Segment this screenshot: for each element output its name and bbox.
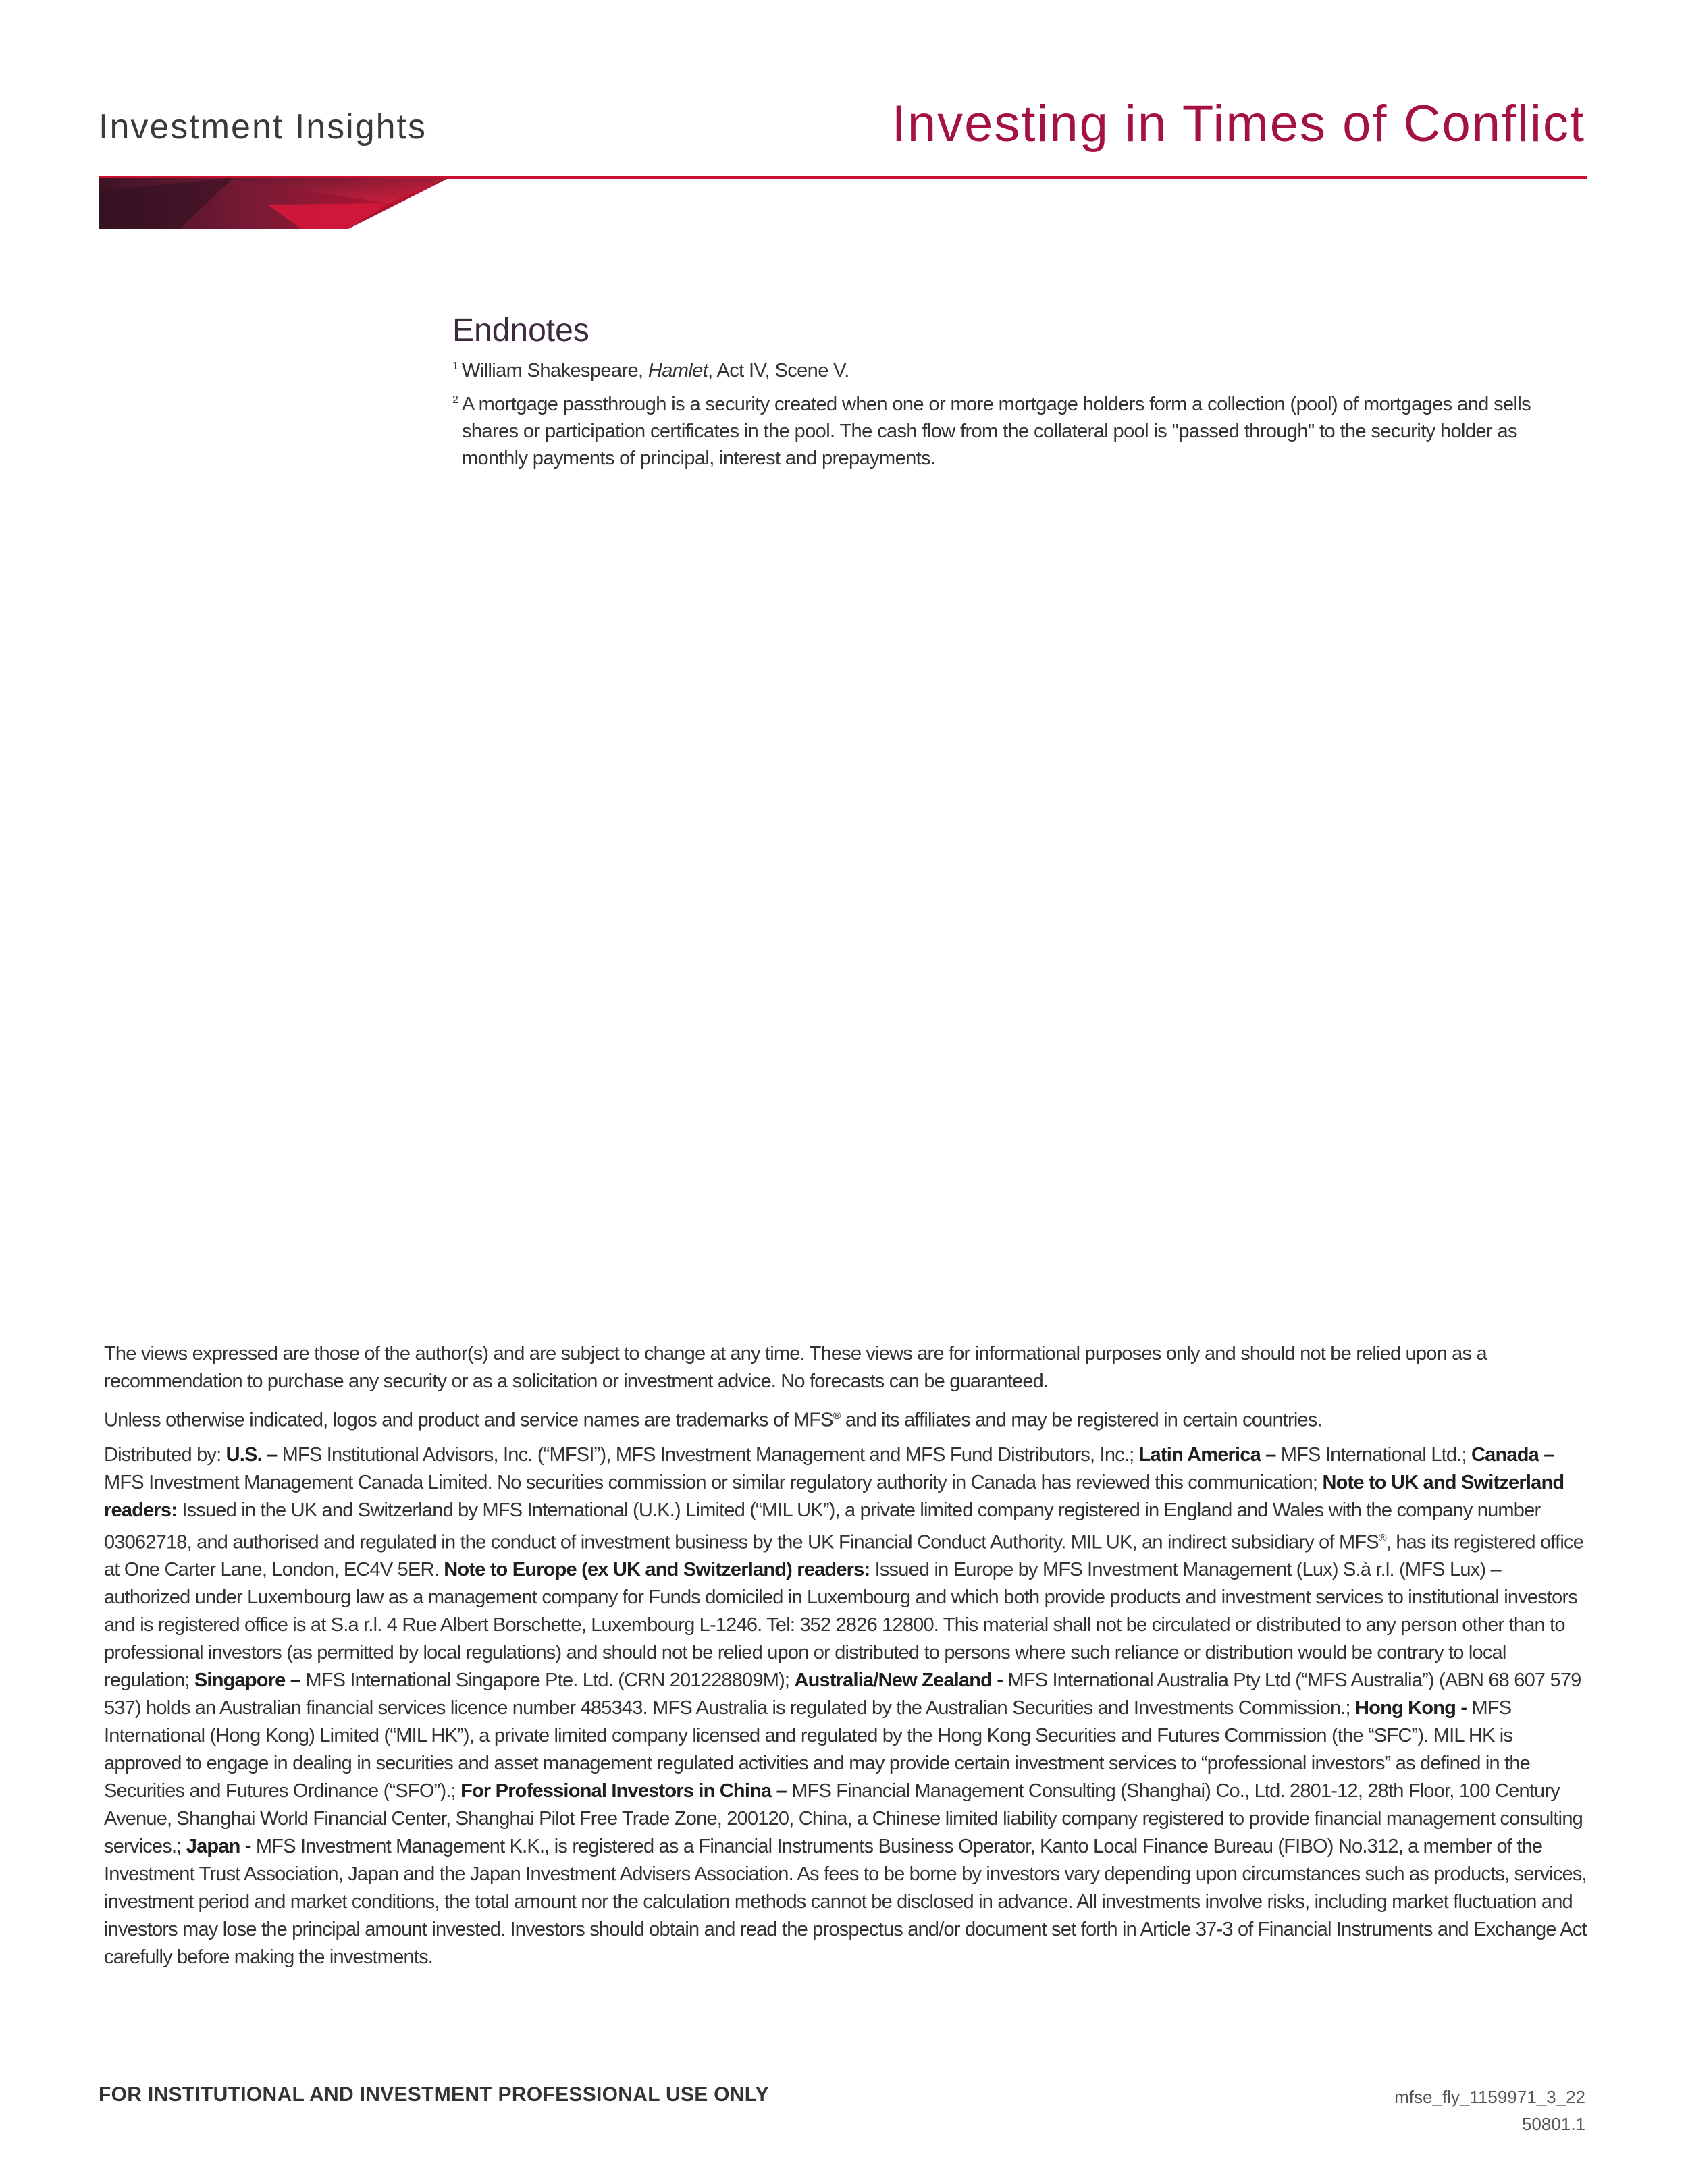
region-label-japan: Japan - — [186, 1836, 251, 1858]
region-text-china: MFS Financial Management Consulting (Shanghai) Co., Ltd. 2801-12, 28th Floor, 100 Century Avenue, Shanghai World Financial Center, Shanghai Pilot Free Trade Zone, 200120, China, a Chinese limited liability company registered to provide financial management consulting services.; — [104, 1780, 1583, 1858]
region-text-singapore: MFS International Singapore Pte. Ltd. (CRN 201228809M); — [300, 1670, 795, 1692]
region-text-latam: MFS International Ltd.; — [1275, 1443, 1472, 1466]
trademark-text: Unless otherwise indicated, logos and product and service names are trademarks of MFS — [104, 1409, 833, 1431]
registered-mark: ® — [1378, 1532, 1386, 1544]
region-text-canada: MFS Investment Management Canada Limited. No securities commission or similar regulatory authority in Canada has reviewed this communication; — [104, 1471, 1323, 1493]
endnotes-heading: Endnotes — [452, 313, 589, 348]
document-code: 50801.1 — [1522, 2114, 1585, 2134]
region-label-uk: Note to UK and Switzerland readers: — [104, 1471, 1564, 1521]
endnote-1 — [452, 357, 1573, 384]
endnotes-section — [452, 312, 1573, 479]
registered-mark: ® — [833, 1410, 841, 1422]
document-codes — [1394, 2083, 1585, 2137]
endnote-text: A mortgage passthrough is a security created when one or more mortgage holders form a collection (pool) of mortgages and sells shares or participation certificates in the pool. The cash flow from the collateral pool is "passed through" to the security holder as monthly payments of principal, interest and prepayments. — [462, 394, 1531, 469]
disclaimer-distribution — [104, 1441, 1589, 1972]
endnote-italic-title: Hamlet — [648, 360, 708, 381]
document-title: Investing in Times of Conflict — [891, 95, 1585, 153]
region-label-china: For Professional Investors in China – — [460, 1780, 787, 1803]
region-text-us: MFS Institutional Advisors, Inc. (“MFSI”), MFS Investment Management and MFS Fund Distributors, Inc.; — [277, 1443, 1139, 1466]
section-label: Investment Insights — [99, 107, 427, 147]
disclaimer-trademarks — [104, 1402, 1589, 1435]
endnote-number: 2 — [452, 394, 458, 406]
region-text-japan: MFS Investment Management K.K., is registered as a Financial Instruments Business Operator, Kanto Local Finance Bureau (FIBO) No.312, a member of the Investment Trust Association, Japan and the Japan Investment Advisers Association. As fees to be borne by investors vary depending upon circumstances such as products, services, investment period and market conditions, the total amount nor the calculation methods cannot be disclosed in advance. All investments involve risks, including market fluctuation and investors may lose the principal amount invested. Investors should obtain and read the prospectus and/or document set forth in Article 37-3 of Financial Instruments and Exchange Act carefully before making the investments. — [104, 1836, 1587, 1969]
region-text-uk: Issued in the UK and Switzerland by MFS International (U.K.) Limited (“MIL UK”), a private limited company registered in England and Wales with the company number 03062718, and authorised and regulated in the conduct of investment business by the UK Financial Conduct Authority. MIL UK, an indirect subsidiary of MFS — [104, 1499, 1541, 1553]
document-code: mfse_fly_1159971_3_22 — [1394, 2087, 1585, 2107]
region-label-latam: Latin America – — [1138, 1443, 1276, 1466]
endnote-2 — [452, 391, 1573, 472]
header-banner-graphic — [99, 178, 450, 229]
region-text-uk: , has its registered office at One Carter Lane, London, EC4V 5ER. — [104, 1531, 1584, 1581]
region-text-europe: Issued in Europe by MFS Investment Management (Lux) S.à r.l. (MFS Lux) – authorized under Luxembourg law as a management company for Funds domiciled in Luxembourg and which both provide products and investment services to institutional investors and is registered office is at S.a r.l. 4 Rue Albert Borschette, Luxembourg L-1246. Tel: 352 2826 12800. This material shall not be circulated or distributed to any person other than to professional investors (as permitted by local regulations) and should not be relied upon or distributed to persons where such reliance or distribution would be contrary to local regulation; — [104, 1559, 1578, 1692]
region-label-hong-kong: Hong Kong - — [1355, 1697, 1467, 1720]
usage-notice: FOR INSTITUTIONAL AND INVESTMENT PROFESSIONAL USE ONLY — [99, 2083, 769, 2106]
distribution-intro: Distributed by: — [104, 1443, 226, 1466]
endnote-text: William Shakespeare, — [462, 360, 648, 381]
region-label-canada: Canada – — [1471, 1443, 1554, 1466]
region-label-europe: Note to Europe (ex UK and Switzerland) readers: — [444, 1559, 870, 1581]
endnote-text: , Act IV, Scene V. — [708, 360, 849, 381]
region-label-australia: Australia/New Zealand - — [794, 1670, 1003, 1692]
region-label-singapore: Singapore – — [194, 1670, 301, 1692]
region-label-us: U.S. – — [226, 1443, 278, 1466]
region-text-australia: MFS International Australia Pty Ltd (“MFS Australia”) (ABN 68 607 579 537) holds an Australian financial services licence number 485343. MFS Australia is regulated by the Australian Securities and Investments Commission.; — [104, 1670, 1581, 1720]
endnote-number: 1 — [452, 361, 458, 372]
disclaimer-section — [104, 1340, 1589, 1978]
region-text-hong-kong: MFS International (Hong Kong) Limited (“MIL HK”), a private limited company licensed and regulated by the Hong Kong Securities and Futures Commission (the “SFC”). MIL HK is approved to engage in dealing in securities and asset management regulated activities and may provide certain investment services to “professional investors” as defined in the Securities and Futures Ordinance (“SFO”).; — [104, 1697, 1530, 1803]
disclaimer-views: The views expressed are those of the author(s) and are subject to change at any time. These views are for informational purposes only and should not be relied upon as a recommendation to purchase any security or as a solicitation or investment advice. No forecasts can be guaranteed. — [104, 1343, 1487, 1392]
trademark-text: and its affiliates and may be registered in certain countries. — [840, 1409, 1322, 1431]
